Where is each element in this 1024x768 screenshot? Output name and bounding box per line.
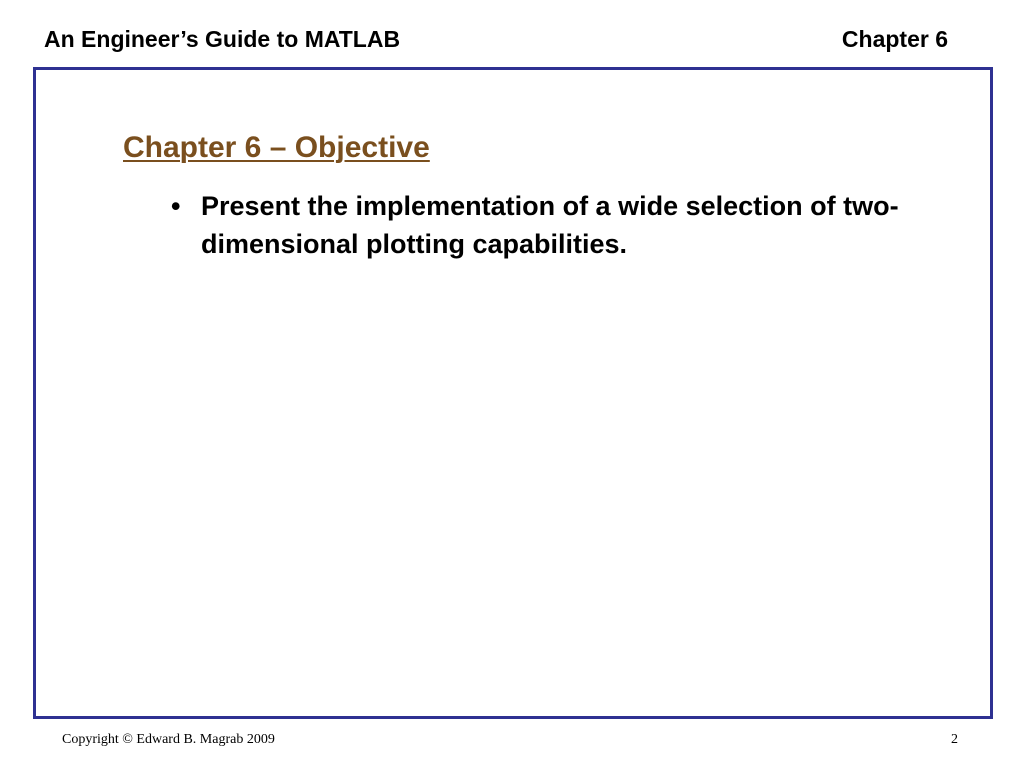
bullet-dot-icon: •: [171, 191, 181, 221]
slide-title: Chapter 6 – Objective: [123, 131, 430, 164]
footer-copyright: Copyright © Edward B. Magrab 2009: [62, 732, 275, 747]
header-chapter: Chapter 6: [841, 26, 948, 52]
header-title: An Engineer’s Guide to MATLAB: [44, 26, 401, 52]
bullet-list: [171, 187, 911, 263]
bullet-text: Present the implementation of a wide selection of two-dimensional plotting capabilities.: [201, 191, 899, 259]
bullet-item: [171, 187, 911, 263]
slide-content-frame: [33, 67, 993, 719]
page-number: 2: [951, 732, 958, 747]
